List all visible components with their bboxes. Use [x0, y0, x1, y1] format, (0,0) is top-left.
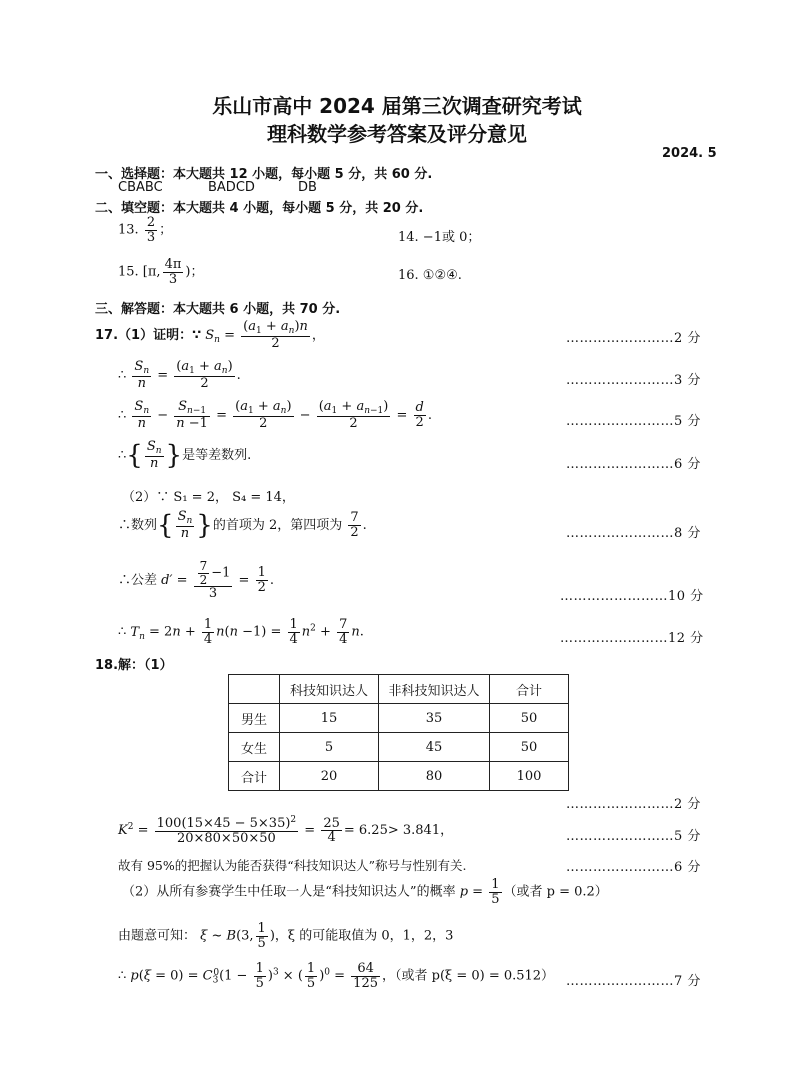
score-18-2: ……………………5 分	[566, 829, 701, 844]
section2-heading: 二、填空题：本大题共 4 小题，每小题 5 分，共 20 分.	[95, 201, 424, 216]
score-18-1: ……………………2 分	[566, 797, 701, 812]
table-header-row	[229, 675, 569, 704]
table-row	[229, 762, 569, 791]
score-17-7: ……………………10 分	[560, 589, 704, 604]
q18-label: 18.解：（1）	[95, 658, 173, 673]
q17-line4: ∴{ $\frac{S_n}{n}$ }是等差数列.	[118, 439, 252, 472]
table-cell	[229, 675, 280, 704]
answer-14: 14. −1或 0；	[398, 230, 481, 245]
score-17-2: ……………………3 分	[566, 373, 701, 388]
answer-15: 15. [π, $\frac{4\pi}{3}$ )；	[118, 257, 204, 287]
score-17-6: ……………………8 分	[566, 526, 701, 541]
table-cell: 5	[280, 733, 379, 762]
q18-k2: $K^2$ = $\frac{100(15\times 45 - 5\times 35)^2}{20\times 80\times 50\times 50}$ = $\frac{25}{4}$ = 6.25> 3.841，	[118, 815, 454, 846]
table-cell: 50	[490, 704, 569, 733]
score-17-1: ……………………2 分	[566, 331, 701, 346]
q18-conclusion: 故有 95%的把握认为能否获得“科技知识达人”称号与性别有关.	[118, 858, 467, 873]
table-cell: 15	[280, 704, 379, 733]
q17-line3: ∴ $\frac{S_n}{n}$ − $\frac{S_{n-1}}{n -1}$ = $\frac{(a_1 + a_n)}{2}$ − $\frac{(a_1 + a_{n-1})}{2}$ = $\frac{d}{2}$ .	[118, 399, 432, 432]
q18-part2: （2）从所有参赛学生中任取一人是“科技知识达人”的概率 p = $\frac{1}{5}$ （或者 p = 0.2）	[122, 877, 608, 907]
table-cell: 合计	[490, 675, 569, 704]
q17-line8: ∴ $T_n = 2n$ + $\frac{1}{4}$ n(n −1) = $\frac{1}{4}$ $n^2$ + $\frac{7}{4}$ n.	[118, 617, 364, 647]
q18-p0: ∴ $p(\xi = 0) = C_3^0(1$ − $\frac{1}{5}$ )$^3$ × ( $\frac{1}{5}$ )$^0$ = $\frac{64}{125}$ ，（或者 p(ξ = 0) = 0.512）	[118, 961, 555, 991]
answer-13: 13. $\frac{2}{3}$ ；	[118, 215, 173, 245]
section3-heading: 三、解答题：本大题共 6 小题，共 70 分.	[95, 302, 341, 317]
choice-answers-2: BADCD	[208, 180, 255, 195]
page-subtitle: 理科数学参考答案及评分意见	[267, 122, 527, 146]
q17-part2: （2）∵ S₁ = 2， S₄ = 14，	[122, 490, 295, 505]
date: 2024. 5	[662, 146, 717, 161]
table-cell: 20	[280, 762, 379, 791]
table-cell: 女生	[229, 733, 280, 762]
table-cell: 合计	[229, 762, 280, 791]
score-18-3: ……………………6 分	[566, 860, 701, 875]
section1-heading: 一、选择题：本大题共 12 小题，每小题 5 分，共 60 分.	[95, 167, 433, 182]
table-cell: 50	[490, 733, 569, 762]
q17-line1: 17.（1）证明：∵ $S_n$ = $\frac{(a_1 + a_n)n}{2}$ ，	[95, 319, 325, 352]
table-cell: 男生	[229, 704, 280, 733]
table-cell: 35	[379, 704, 490, 733]
table-cell: 科技知识达人	[280, 675, 379, 704]
q18-distribution: 由题意可知： ξ ~ B(3, $\frac{1}{5}$ )，ξ 的可能取值为 0，1，2，3	[118, 921, 454, 951]
table-row	[229, 704, 569, 733]
choice-answers-1: CBABC	[118, 180, 163, 195]
page-title: 乐山市高中 2024 届第三次调查研究考试	[212, 94, 582, 118]
table-row	[229, 733, 569, 762]
score-17-3: ……………………5 分	[566, 414, 701, 429]
q17-line6: ∴数列{ $\frac{S_n}{n}$ }的首项为 2，第四项为 $\frac{7}{2}$ .	[118, 509, 367, 542]
score-17-4: ……………………6 分	[566, 457, 701, 472]
choice-answers-3: DB	[298, 180, 317, 195]
q17-line2: ∴ $\frac{S_n}{n}$ = $\frac{(a_1 + a_n)}{2}$ .	[118, 359, 241, 392]
table-cell: 45	[379, 733, 490, 762]
score-18-4: ……………………7 分	[566, 974, 701, 989]
table-cell: 非科技知识达人	[379, 675, 490, 704]
answer-16: 16. ①②④.	[398, 268, 462, 283]
table-cell: 100	[490, 762, 569, 791]
q17-line7: ∴公差 d′ = $\frac{7}{2}$ −1 3 = $\frac{1}{2}$ .	[118, 559, 275, 602]
table-cell: 80	[379, 762, 490, 791]
contingency-table	[228, 674, 569, 791]
score-17-8: ……………………12 分	[560, 631, 704, 646]
